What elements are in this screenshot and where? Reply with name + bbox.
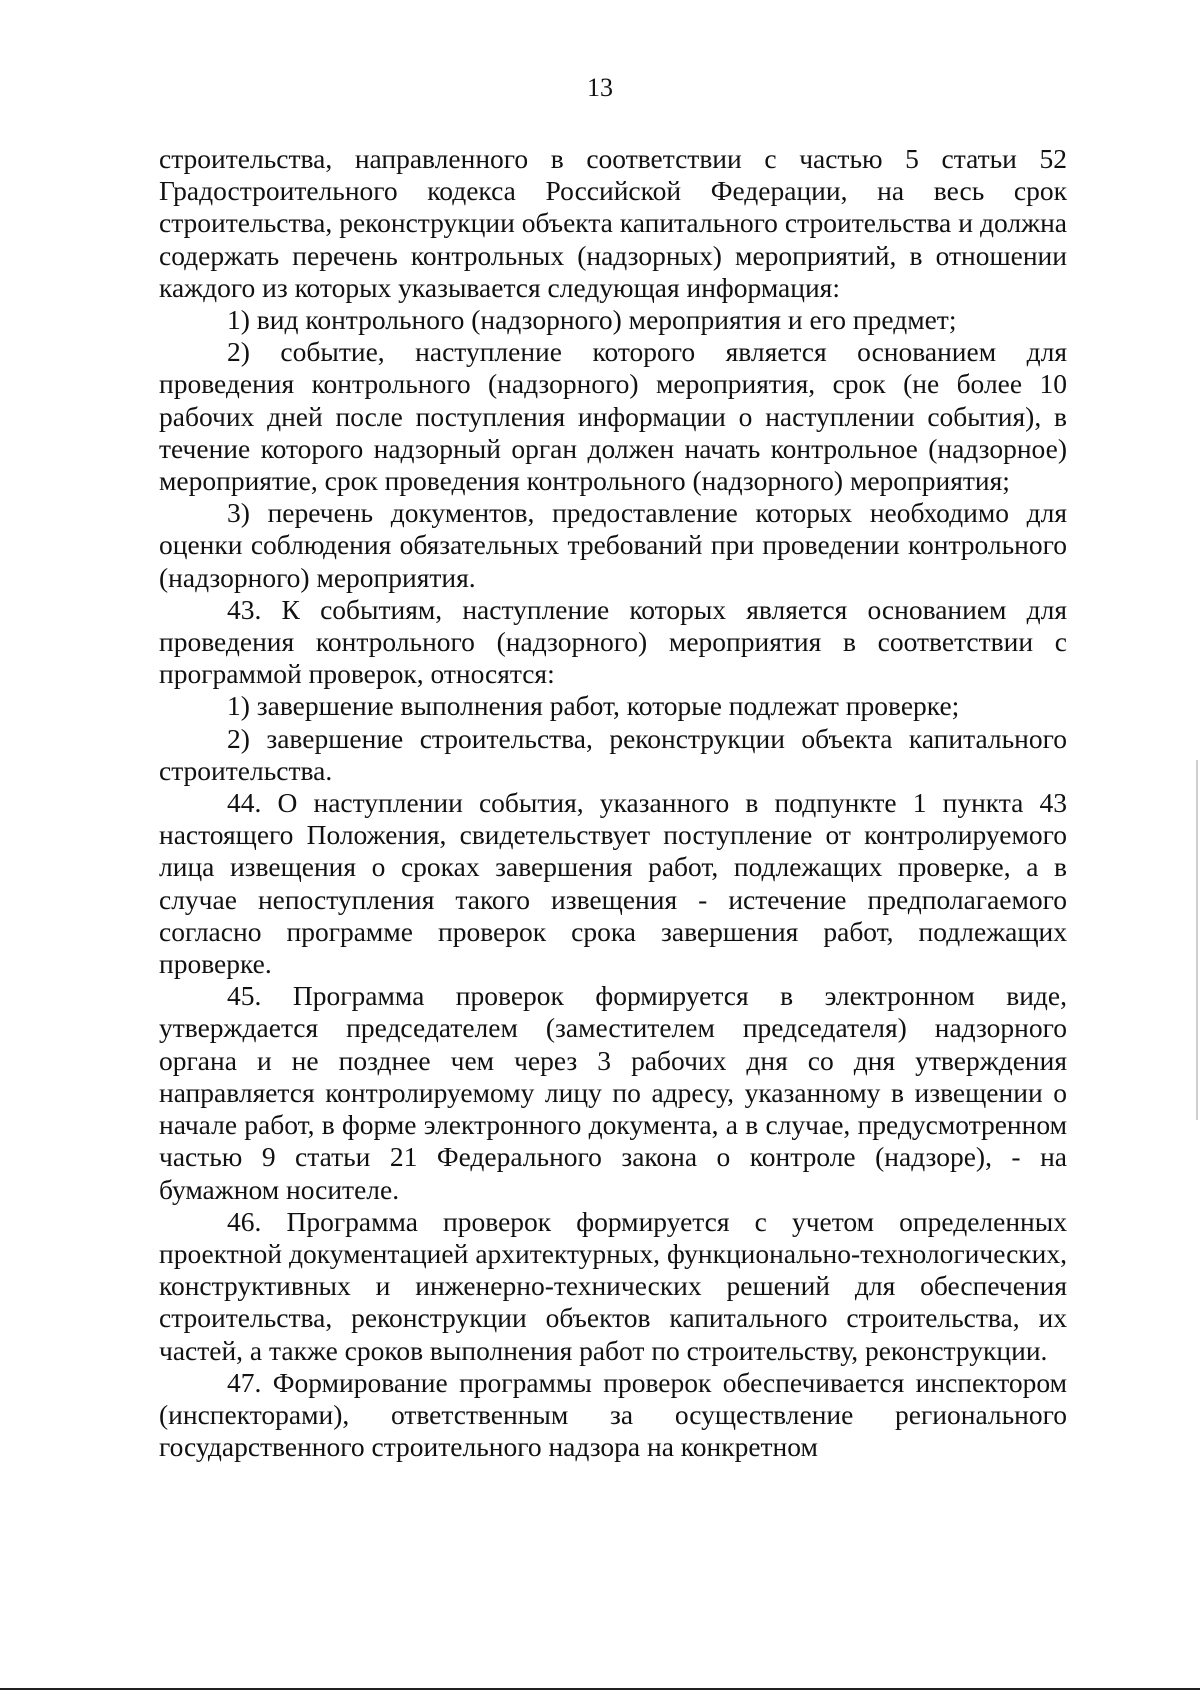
paragraph-43-item-2: 2) завершение строительства, реконструкции объекта капитального строительства. — [159, 722, 1067, 786]
scan-edge-mark — [1196, 760, 1198, 1120]
paragraph-item-3: 3) перечень документов, предоставление которых необходимо для оценки соблюдения обязательных требований при проведении контрольного (надзорного) мероприятия. — [159, 497, 1067, 593]
paragraph-46: 46. Программа проверок формируется с учетом определенных проектной документацией архитектурных, функционально-технологических, конструктивных и инженерно-технических решений для обеспечения строительства, реконструкции объектов капитального строительства, их частей, а также сроков выполнения работ по строительству, реконструкции. — [159, 1205, 1067, 1366]
paragraph-item-2: 2) событие, наступление которого является основанием для проведения контрольного (надзорного) мероприятия, срок (не более 10 рабочих дней после поступления информации о наступлении события), в течение которого надзорный орган должен начать контрольное (надзорное) мероприятие, срок проведения контрольного (надзорного) мероприятия; — [159, 336, 1067, 497]
paragraph-43: 43. К событиям, наступление которых является основанием для проведения контрольного (надзорного) мероприятия в соответствии с программой проверок, относятся: — [159, 593, 1067, 690]
paragraph-43-item-1: 1) завершение выполнения работ, которые подлежат проверке; — [227, 690, 960, 722]
paragraph-47: 47. Формирование программы проверок обеспечивается инспектором (инспекторами), ответственным за осуществление регионального государственного строительного надзора на конкретном — [159, 1366, 1067, 1463]
paragraph-45: 45. Программа проверок формируется в электронном виде, утверждается председателем (заместителем председателя) надзорного органа и не позднее чем через 3 рабочих дня со дня утверждения направляется контролируемому лицу по адресу, указанному в извещении о начале работ, в форме электронного документа, а в случае, предусмотренном частью 9 статьи 21 Федерального закона о контроле (надзоре), - на бумажном носителе. — [159, 980, 1067, 1205]
document-body — [159, 143, 1067, 1463]
paragraph-continuation: строительства, направленного в соответствии с частью 5 статьи 52 Градостроительного кодекса Российской Федерации, на весь срок строительства, реконструкции объекта капитального строительства и должна содержать перечень контрольных (надзорных) мероприятий, в отношении каждого из которых указывается следующая информация: — [159, 143, 1067, 303]
page-number: 13 — [587, 73, 613, 102]
paragraph-44: 44. О наступлении события, указанного в подпункте 1 пункта 43 настоящего Положения, свидетельствует поступление от контролируемого лица извещения о сроках завершения работ, подлежащих проверке, а в случае непоступления такого извещения - истечение предполагаемого согласно программе проверок срока завершения работ, подлежащих проверке. — [159, 787, 1067, 980]
scan-bottom-edge — [0, 1688, 1200, 1690]
paragraph-item-1: 1) вид контрольного (надзорного) мероприятия и его предмет; — [227, 304, 957, 336]
